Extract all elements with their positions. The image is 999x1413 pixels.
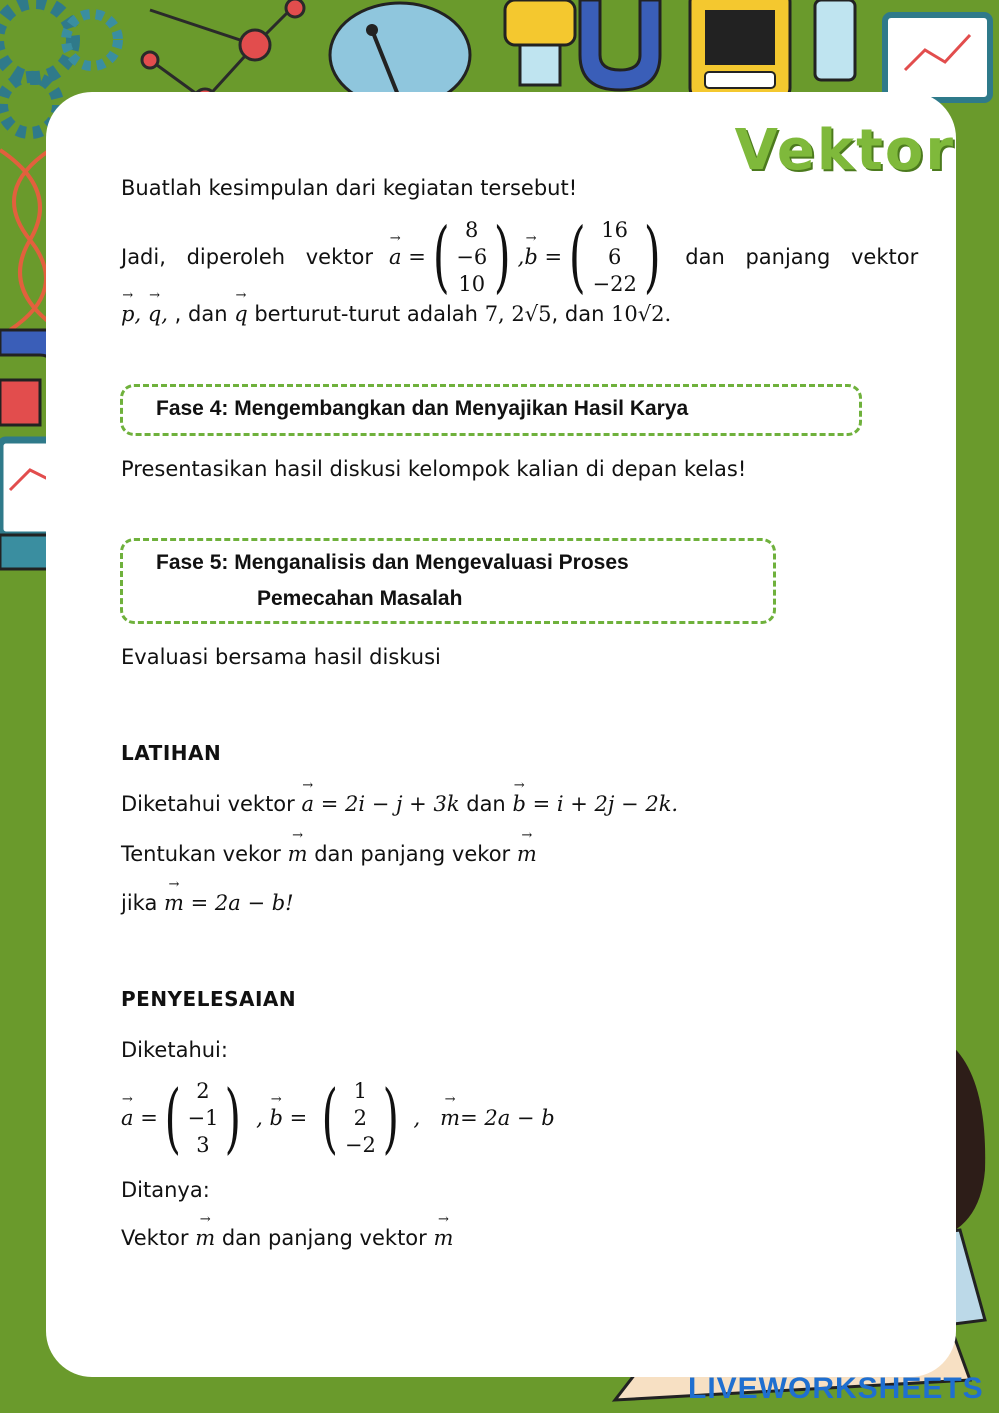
vector-b-expression: = i + 2j − 2k. bbox=[532, 792, 679, 816]
given-a-comp-1: 2 bbox=[196, 1078, 210, 1103]
phase4-body: Presentasikan hasil diskusi kelompok kalian di depan kelas! bbox=[121, 457, 747, 481]
latihan-line1-prefix: Diketahui vektor bbox=[121, 792, 295, 816]
calculator-icon bbox=[690, 0, 790, 100]
lengths-line: p →, q →, , dan q → berturut-turut adalah 7, 2√5, dan 10√2. bbox=[121, 300, 671, 328]
asked-line: Vektor m → dan panjang vektor m → bbox=[121, 1224, 453, 1252]
magnet-icon bbox=[580, 0, 660, 90]
given-a-comp-3: 3 bbox=[196, 1132, 210, 1157]
a-comp-1: 8 bbox=[465, 217, 479, 242]
vector-a-expression: = 2i − j + 3k bbox=[320, 792, 460, 816]
lightbulb-icon bbox=[505, 0, 575, 85]
vector-m-expression: = 2a − b! bbox=[190, 891, 294, 915]
vector-q-symbol-2: q → bbox=[234, 300, 247, 328]
liveworksheets-logo[interactable]: LIVEWORKSHEETS bbox=[688, 1372, 984, 1405]
conclusion-prompt: Buatlah kesimpulan dari kegiatan tersebut! bbox=[121, 176, 578, 200]
phase5-title-line1: Fase 5: Menganalisis dan Mengevaluasi Proses bbox=[156, 551, 629, 574]
b-comp-3: −22 bbox=[592, 271, 637, 296]
latihan-dan: dan bbox=[466, 792, 506, 816]
result-lead: Jadi, diperoleh vektor bbox=[121, 245, 373, 269]
vector-b-column: ( 16 6 −22 ) bbox=[568, 212, 661, 302]
diketahui-label: Diketahui: bbox=[121, 1038, 228, 1062]
lengths-dan-1: , dan bbox=[174, 302, 228, 326]
lengths-dan-2: , dan bbox=[551, 302, 605, 326]
b-comp-1: 16 bbox=[601, 217, 629, 242]
given-b-comp-2: 2 bbox=[353, 1105, 368, 1130]
latihan-heading: LATIHAN bbox=[121, 741, 222, 765]
page-logo: Vektor bbox=[734, 118, 955, 183]
vector-b-symbol: b → bbox=[524, 243, 537, 271]
latihan-line2-mid: dan panjang vekor bbox=[314, 842, 511, 866]
result-line: Jadi, diperoleh vektor a → = ( 8 −6 10 ) ,b → = ( 16 6 −22 ) dan panjang vektor bbox=[121, 214, 918, 300]
flask-icon bbox=[815, 0, 855, 80]
given-a-column: ( 2 −1 3 ) bbox=[164, 1073, 242, 1162]
vector-a-symbol: a → bbox=[389, 243, 402, 271]
given-b-comp-3: −2 bbox=[344, 1132, 376, 1157]
phase5-title-line2: Pemecahan Masalah bbox=[257, 587, 463, 610]
asked-mid: dan panjang vektor bbox=[221, 1226, 427, 1250]
a-comp-3: 10 bbox=[458, 271, 486, 296]
latihan-line2: Tentukan vekor m → dan panjang vekor m → bbox=[121, 840, 537, 868]
latihan-line1: Diketahui vektor a → = 2i − j + 3k dan b → = i + 2j − 2k. bbox=[121, 790, 678, 818]
lengths-values: 7, 2√5 bbox=[484, 302, 552, 326]
vector-p-symbol: p → bbox=[121, 300, 134, 328]
latihan-line2-prefix: Tentukan vekor bbox=[121, 842, 281, 866]
b-comp-2: 6 bbox=[607, 244, 622, 269]
phase5-body: Evaluasi bersama hasil diskusi bbox=[121, 645, 441, 669]
length-lead: dan panjang vektor bbox=[685, 245, 919, 269]
penyelesaian-heading: PENYELESAIAN bbox=[121, 987, 297, 1011]
given-m-expression: = 2a − b bbox=[460, 1106, 555, 1130]
latihan-line3: jika m → = 2a − b! bbox=[121, 889, 294, 917]
given-vectors: a → = ( 2 −1 3 ) , b → = ( 1 2 −2 ) , m → = 2a − b bbox=[121, 1076, 555, 1160]
ditanya-label: Ditanya: bbox=[121, 1178, 210, 1202]
a-comp-2: −6 bbox=[456, 244, 488, 269]
vector-a-column: ( 8 −6 10 ) bbox=[432, 212, 511, 302]
lengths-tail: berturut-turut adalah bbox=[254, 302, 478, 326]
phase4-title: Fase 4: Mengembangkan dan Menyajikan Hasil Karya bbox=[156, 397, 689, 420]
last-length-value: 10√2. bbox=[611, 302, 672, 326]
given-b-comp-1: 1 bbox=[353, 1078, 368, 1103]
vector-q-symbol: q → bbox=[148, 300, 161, 328]
given-a-comp-2: −1 bbox=[187, 1105, 219, 1130]
asked-prefix: Vektor bbox=[121, 1226, 189, 1250]
latihan-line3-prefix: jika bbox=[121, 891, 158, 915]
given-b-column: ( 1 2 −2 ) bbox=[321, 1073, 399, 1162]
laptop-chart-icon bbox=[885, 15, 990, 100]
